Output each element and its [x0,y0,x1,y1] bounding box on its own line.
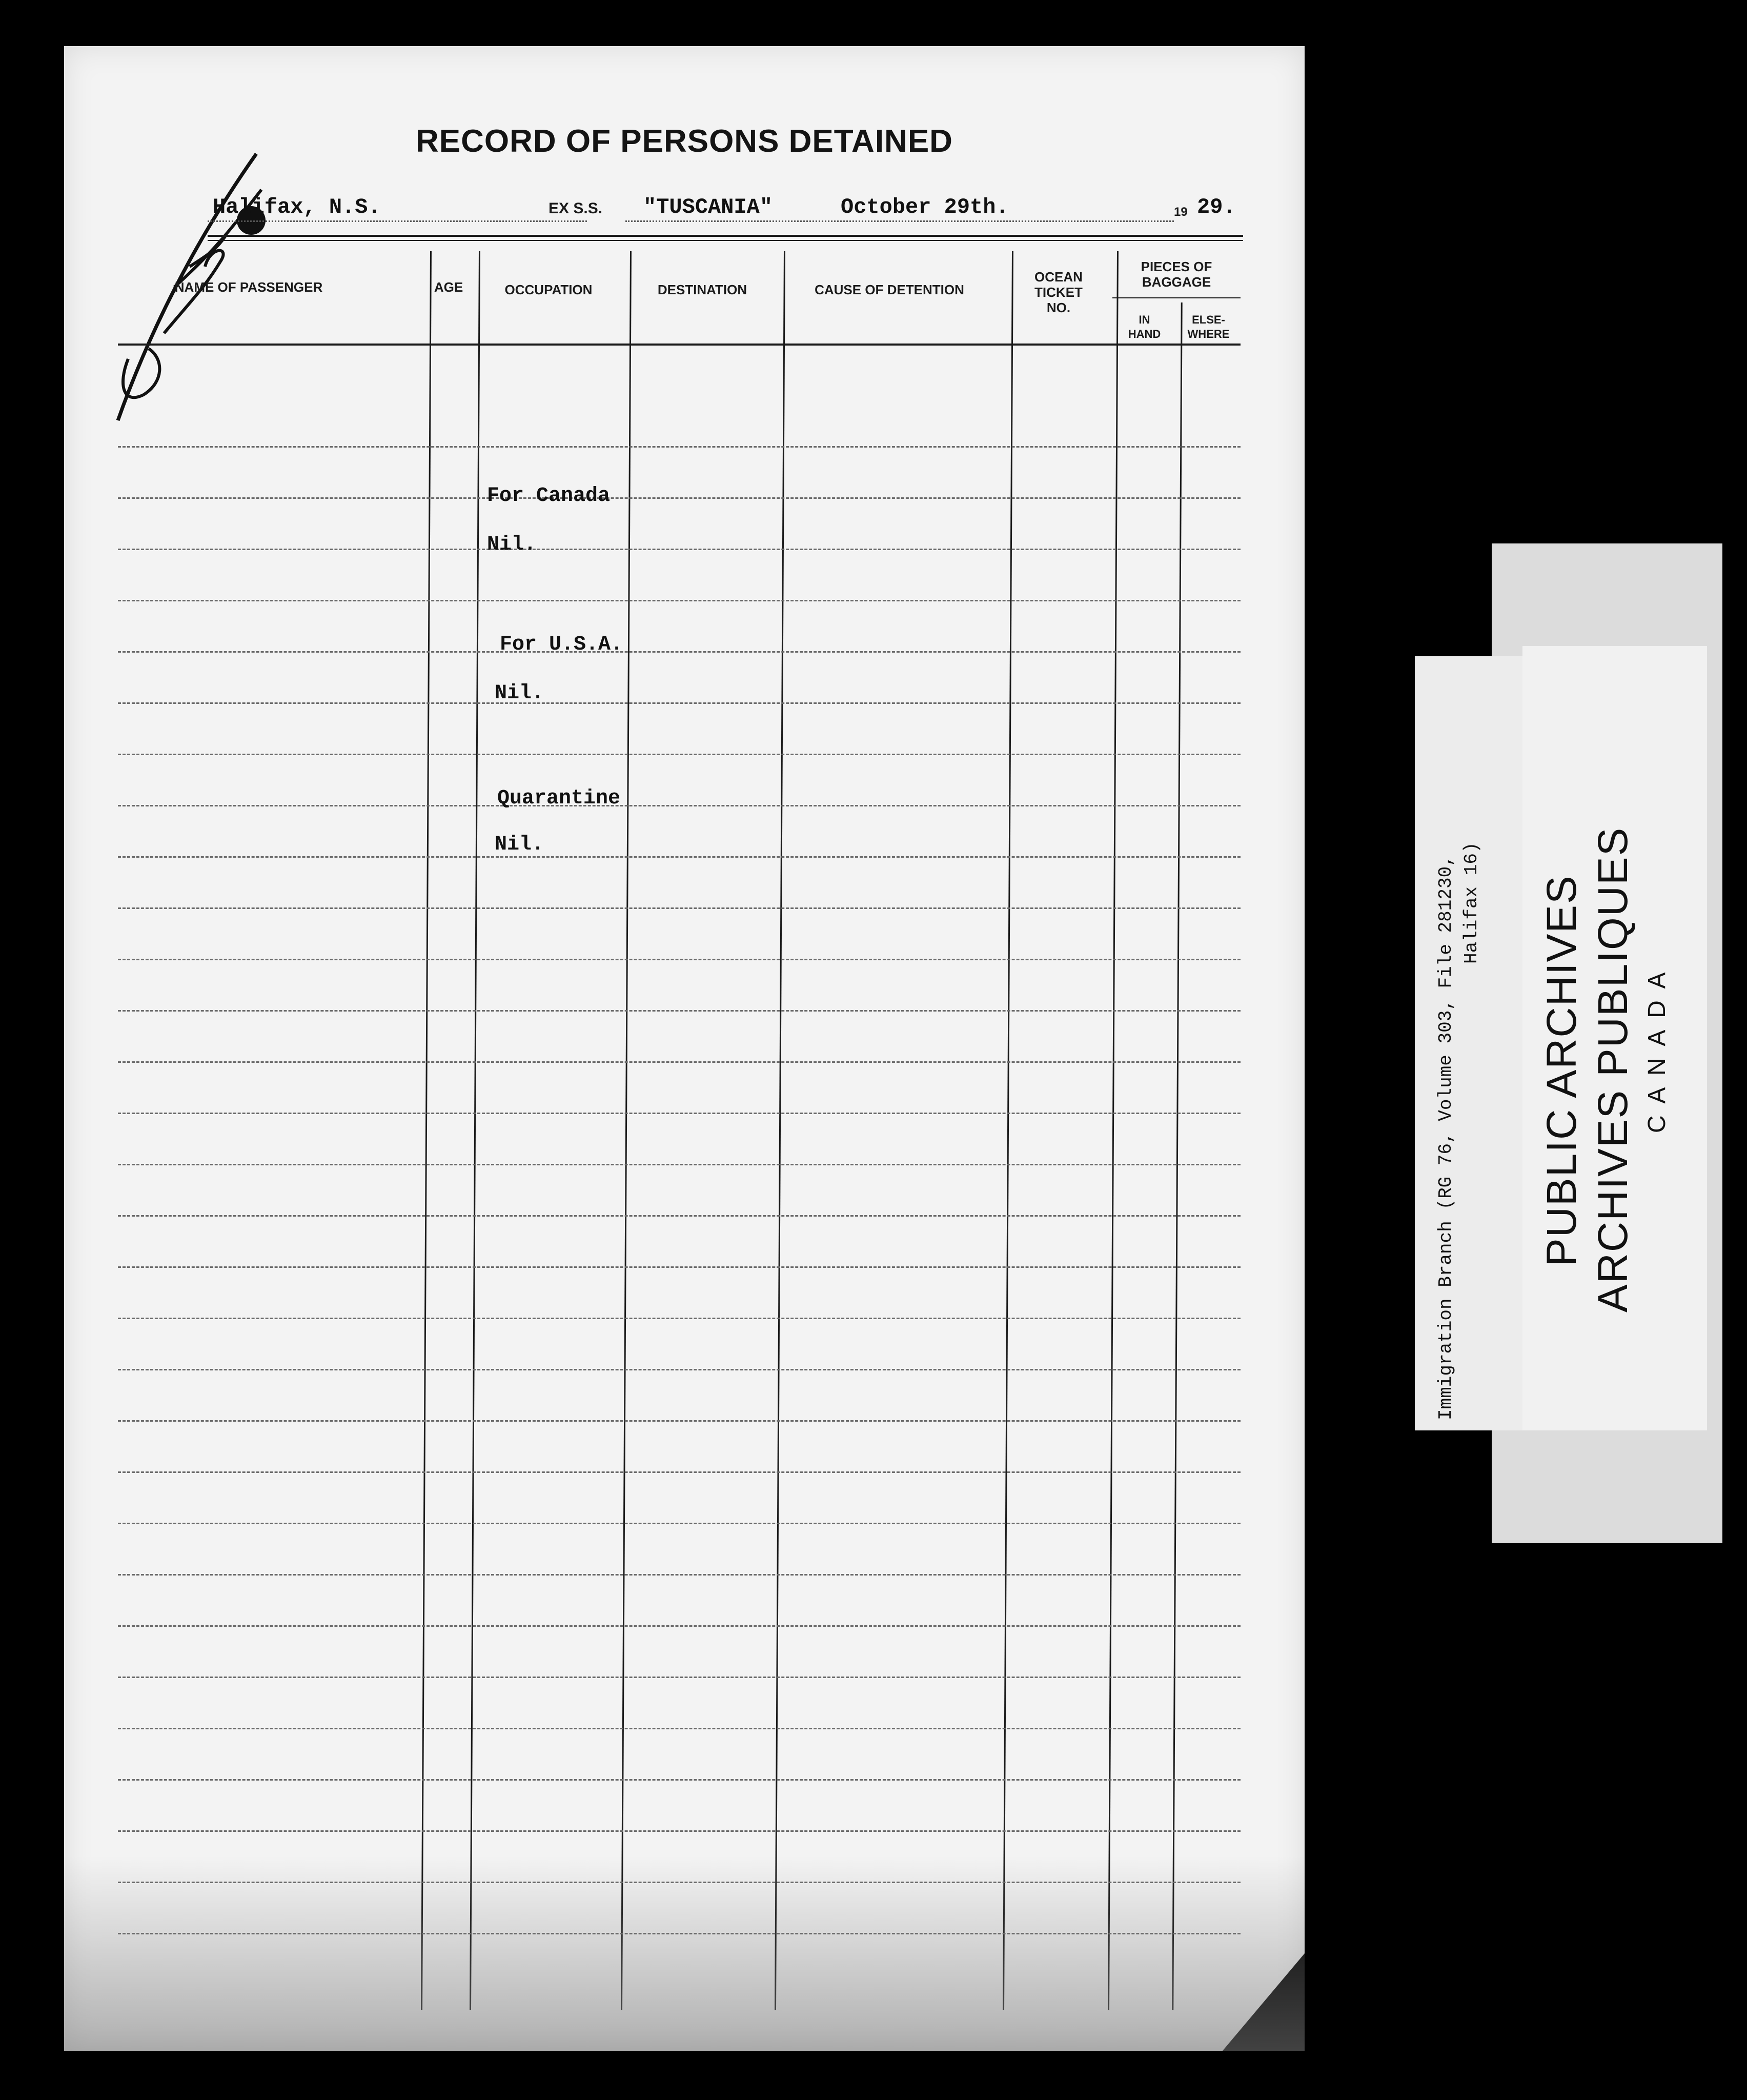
dotted-ruled-rows [118,400,1241,2066]
ruled-row [118,1625,1241,1627]
ruled-row [118,754,1241,755]
ruled-row [118,1728,1241,1729]
col-head-in-hand [1112,313,1176,341]
ruled-row [118,1420,1241,1422]
baggage-divider-rule [1112,297,1241,298]
port-value: Halifax, N.S. [213,195,381,219]
ruled-row [118,1369,1241,1370]
ruled-row [118,1061,1241,1063]
ruled-row [118,1266,1241,1268]
header-bottom-rule [118,344,1241,346]
col-head-baggage-line-1: PIECES OF [1141,259,1212,274]
col-head-name: NAME OF PASSENGER [174,279,323,295]
ruled-row [118,959,1241,960]
handwritten-signature [87,118,302,436]
archive-reference-line-1: Immigration Branch (RG 76, Volume 303, File 281230, [1435,855,1456,1420]
col-head-occupation: OCCUPATION [504,282,593,297]
entry-for-usa: For U.S.A. [500,633,623,656]
ruled-row [118,497,1241,499]
record-date: October 29th. [841,195,1009,219]
detention-record-sheet [64,46,1305,2051]
entry-canada-nil: Nil. [487,533,537,556]
ruled-row [118,1113,1241,1114]
year-prefix: 19 [1174,205,1188,219]
folded-corner [1223,1953,1305,2051]
ruled-row [118,446,1241,448]
col-head-cause: CAUSE OF DETENTION [815,282,964,297]
col-head-ticket-line-1: OCEAN [1034,269,1083,285]
ruled-row [118,1830,1241,1832]
ruled-row [118,1010,1241,1012]
col-head-in-hand-line-2: HAND [1128,328,1161,340]
ruled-row [118,1164,1241,1165]
entry-usa-nil: Nil. [495,682,544,705]
ex-ss-label: EX S.S. [549,200,603,217]
ruled-row [118,1471,1241,1473]
col-head-in-hand-line-1: IN [1139,313,1150,326]
ruled-row [118,549,1241,550]
ruled-row [118,600,1241,601]
form-title: RECORD OF PERSONS DETAINED [416,124,953,159]
col-head-ticket [1007,269,1110,315]
entry-quarantine: Quarantine [497,787,621,810]
ruled-row [118,805,1241,806]
col-head-ticket-line-2: TICKET [1034,285,1083,300]
archive-label-line-2: ARCHIVES PUBLIQUES [1590,826,1636,1312]
header-top-rule-2 [208,240,1243,241]
col-head-baggage [1112,259,1241,290]
col-head-elsewhere [1176,313,1241,341]
ruled-row [118,1882,1241,1883]
ruled-row [118,1318,1241,1319]
ruled-row [118,856,1241,858]
ruled-row [118,907,1241,909]
entry-quarantine-nil: Nil. [495,833,544,856]
ruled-row [118,702,1241,704]
col-head-age: AGE [434,279,463,295]
entry-for-canada: For Canada [487,484,611,508]
year-suffix: 29. [1197,195,1236,219]
ship-dotted-line [625,220,1174,222]
archive-reference-strip [1415,656,1538,1430]
col-head-baggage-line-2: BAGGAGE [1142,274,1211,290]
col-head-destination: DESTINATION [657,282,747,297]
ruled-row [118,651,1241,653]
archive-reference-line-2: Halifax 16) [1461,842,1482,964]
ruled-row [118,1523,1241,1524]
ruled-row [118,1933,1241,1934]
port-dotted-line [208,220,587,222]
ruled-row [118,1215,1241,1217]
archive-label-line-3: C A N A D A [1643,969,1671,1133]
archive-label-line-1: PUBLIC ARCHIVES [1538,875,1585,1266]
header-top-rule [208,235,1243,237]
col-head-elsewhere-line-1: ELSE- [1192,313,1225,326]
col-head-ticket-line-3: NO. [1046,300,1071,315]
ruled-row [118,1574,1241,1576]
ruled-row [118,1677,1241,1678]
ship-name: "TUSCANIA" [643,195,773,219]
ruled-row [118,1779,1241,1781]
col-head-elsewhere-line-2: WHERE [1187,328,1230,340]
